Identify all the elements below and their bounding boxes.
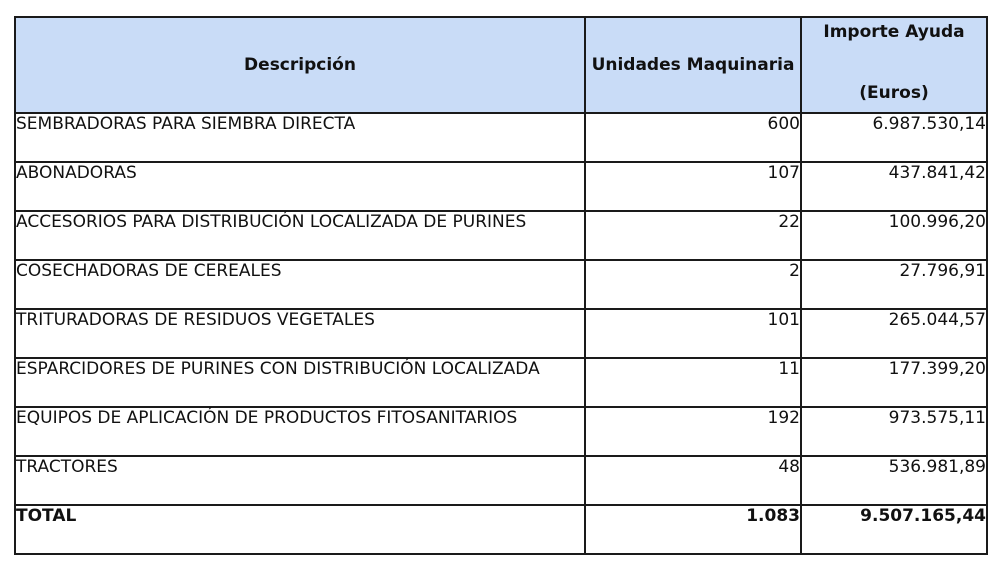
machinery-aid-table [14,16,988,555]
row-amount: 100.996,20 [801,211,987,260]
row-units: 107 [585,162,801,211]
row-description: SEMBRADORAS PARA SIEMBRA DIRECTA [15,113,585,162]
row-amount: 973.575,11 [801,407,987,456]
row-amount: 265.044,57 [801,309,987,358]
header-amount-line2: (Euros) [859,83,929,103]
row-description: EQUIPOS DE APLICACIÓN DE PRODUCTOS FITOSANITARIOS [15,407,585,456]
total-row [15,505,987,554]
row-amount: 177.399,20 [801,358,987,407]
total-units: 1.083 [585,505,801,554]
row-amount: 27.796,91 [801,260,987,309]
row-amount: 536.981,89 [801,456,987,505]
table-row [15,456,987,505]
table-row [15,358,987,407]
row-description: COSECHADORAS DE CEREALES [15,260,585,309]
row-units: 2 [585,260,801,309]
table-row [15,309,987,358]
table-row [15,260,987,309]
total-amount: 9.507.165,44 [801,505,987,554]
header-row [15,17,987,113]
row-amount: 437.841,42 [801,162,987,211]
row-description: TRACTORES [15,456,585,505]
row-amount: 6.987.530,14 [801,113,987,162]
row-description: ESPARCIDORES DE PURINES CON DISTRIBUCIÓN LOCALIZADA [15,358,585,407]
row-description: ACCESORIOS PARA DISTRIBUCIÓN LOCALIZADA DE PURINES [15,211,585,260]
header-units: Unidades Maquinaria [585,17,801,113]
row-units: 48 [585,456,801,505]
row-description: ABONADORAS [15,162,585,211]
total-label: TOTAL [15,505,585,554]
row-units: 192 [585,407,801,456]
table-header [15,17,987,113]
table-row [15,162,987,211]
header-amount [801,17,987,113]
row-units: 101 [585,309,801,358]
table-row [15,211,987,260]
row-units: 22 [585,211,801,260]
row-description: TRITURADORAS DE RESIDUOS VEGETALES [15,309,585,358]
table-row [15,407,987,456]
header-description: Descripción [15,17,585,113]
table-body [15,113,987,554]
row-units: 11 [585,358,801,407]
header-amount-line1: Importe Ayuda [823,22,965,42]
table-row [15,113,987,162]
row-units: 600 [585,113,801,162]
